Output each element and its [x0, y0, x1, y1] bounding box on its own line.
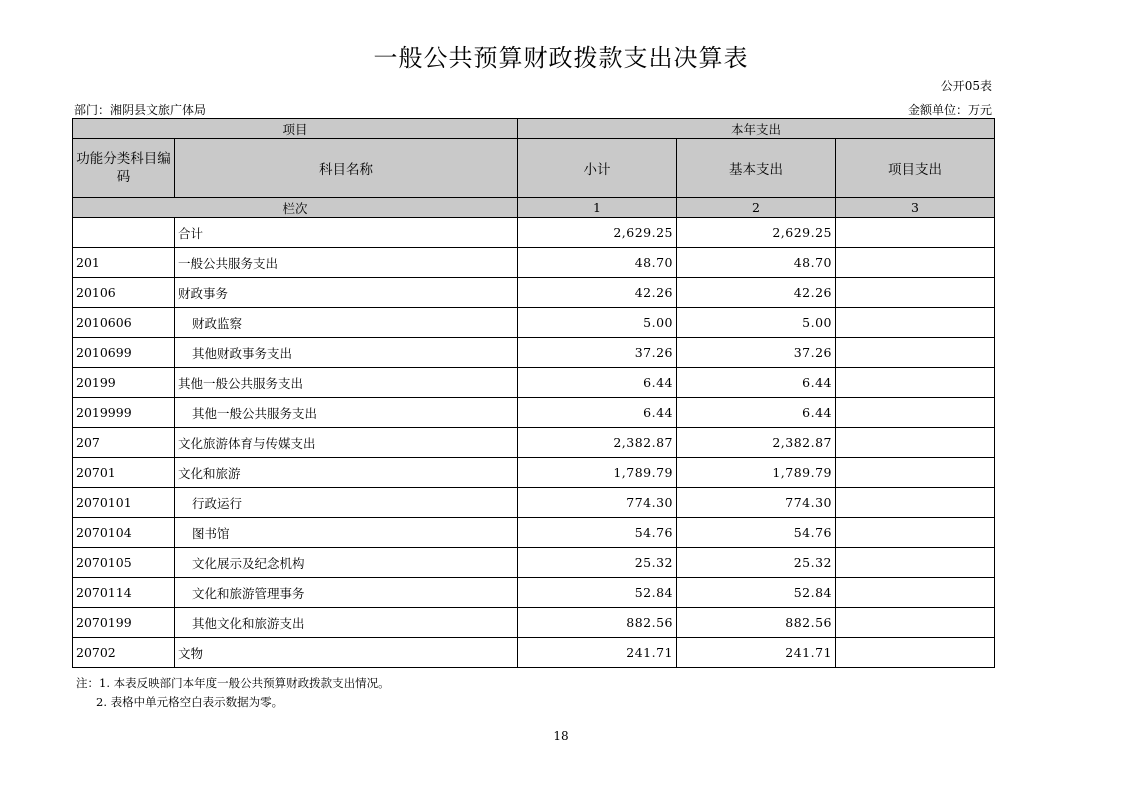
name-cell: 文化和旅游管理事务 — [175, 578, 518, 608]
project-cell — [836, 638, 995, 668]
header-subtotal: 小计 — [518, 139, 677, 198]
table-row — [73, 458, 995, 488]
subtotal-cell: 6.44 — [518, 398, 677, 428]
project-cell — [836, 458, 995, 488]
project-cell — [836, 248, 995, 278]
header-project: 项目支出 — [836, 139, 995, 198]
name-cell: 文化旅游体育与传媒支出 — [175, 428, 518, 458]
project-cell — [836, 338, 995, 368]
project-cell — [836, 518, 995, 548]
name-cell: 财政事务 — [175, 278, 518, 308]
basic-cell: 241.71 — [677, 638, 836, 668]
basic-cell: 774.30 — [677, 488, 836, 518]
project-cell — [836, 308, 995, 338]
basic-cell: 2,629.25 — [677, 218, 836, 248]
table-row — [73, 548, 995, 578]
subtotal-cell: 241.71 — [518, 638, 677, 668]
code-cell: 201 — [73, 248, 175, 278]
basic-cell: 48.70 — [677, 248, 836, 278]
subtotal-cell: 5.00 — [518, 308, 677, 338]
subtotal-cell: 2,382.87 — [518, 428, 677, 458]
code-cell: 20199 — [73, 368, 175, 398]
basic-cell: 37.26 — [677, 338, 836, 368]
subtotal-cell: 1,789.79 — [518, 458, 677, 488]
table-row — [73, 308, 995, 338]
header-current-year: 本年支出 — [518, 119, 995, 139]
header-row-1 — [73, 119, 995, 139]
name-cell: 合计 — [175, 218, 518, 248]
code-cell — [73, 218, 175, 248]
subtotal-cell: 52.84 — [518, 578, 677, 608]
basic-cell: 1,789.79 — [677, 458, 836, 488]
table-row — [73, 518, 995, 548]
note-2: 2. 表格中单元格空白表示数据为零。 — [96, 695, 284, 709]
name-cell: 图书馆 — [175, 518, 518, 548]
basic-cell: 6.44 — [677, 368, 836, 398]
unit-label: 金额单位：万元 — [907, 103, 992, 117]
project-cell — [836, 608, 995, 638]
project-cell — [836, 548, 995, 578]
header-subject-name: 科目名称 — [175, 139, 518, 198]
basic-cell: 2,382.87 — [677, 428, 836, 458]
code-cell: 2010699 — [73, 338, 175, 368]
name-cell: 其他一般公共服务支出 — [175, 398, 518, 428]
header-basic: 基本支出 — [677, 139, 836, 198]
basic-cell: 5.00 — [677, 308, 836, 338]
code-cell: 20701 — [73, 458, 175, 488]
header-row-3 — [73, 198, 995, 218]
notes — [76, 674, 390, 712]
code-cell: 2070101 — [73, 488, 175, 518]
project-cell — [836, 488, 995, 518]
subtotal-cell: 48.70 — [518, 248, 677, 278]
code-cell: 2070105 — [73, 548, 175, 578]
name-cell: 文化展示及纪念机构 — [175, 548, 518, 578]
subtotal-cell: 54.76 — [518, 518, 677, 548]
subtotal-cell: 37.26 — [518, 338, 677, 368]
note-1: 注：1. 本表反映部门本年度一般公共预算财政拨款支出情况。 — [76, 676, 390, 690]
table-row — [73, 428, 995, 458]
header-col-2: 2 — [677, 198, 836, 218]
table-row — [73, 368, 995, 398]
code-cell: 20702 — [73, 638, 175, 668]
table-row — [73, 218, 995, 248]
code-cell: 2070114 — [73, 578, 175, 608]
basic-cell: 54.76 — [677, 518, 836, 548]
header-row-2 — [73, 139, 995, 198]
page-title: 一般公共预算财政拨款支出决算表 — [373, 44, 749, 72]
table-row — [73, 248, 995, 278]
project-cell — [836, 278, 995, 308]
name-cell: 行政运行 — [175, 488, 518, 518]
project-cell — [836, 578, 995, 608]
subtotal-cell: 2,629.25 — [518, 218, 677, 248]
code-cell: 2070199 — [73, 608, 175, 638]
name-cell: 文物 — [175, 638, 518, 668]
name-cell: 其他一般公共服务支出 — [175, 368, 518, 398]
basic-cell: 882.56 — [677, 608, 836, 638]
subtotal-cell: 882.56 — [518, 608, 677, 638]
table-row — [73, 488, 995, 518]
basic-cell: 25.32 — [677, 548, 836, 578]
header-col-3: 3 — [836, 198, 995, 218]
header-func-code: 功能分类科目编码 — [73, 139, 175, 198]
header-item: 项目 — [73, 119, 518, 139]
table-row — [73, 278, 995, 308]
table-row — [73, 398, 995, 428]
department-label: 部门：湘阴县文旅广体局 — [74, 103, 207, 117]
page-number: 18 — [553, 729, 569, 743]
subtotal-cell: 6.44 — [518, 368, 677, 398]
basic-cell: 42.26 — [677, 278, 836, 308]
subtotal-cell: 25.32 — [518, 548, 677, 578]
code-cell: 20106 — [73, 278, 175, 308]
code-cell: 2070104 — [73, 518, 175, 548]
code-cell: 2010606 — [73, 308, 175, 338]
name-cell: 其他财政事务支出 — [175, 338, 518, 368]
table-row — [73, 338, 995, 368]
subtotal-cell: 774.30 — [518, 488, 677, 518]
basic-cell: 6.44 — [677, 398, 836, 428]
code-cell: 2019999 — [73, 398, 175, 428]
table-row — [73, 638, 995, 668]
table-number: 公开05表 — [940, 79, 992, 93]
project-cell — [836, 398, 995, 428]
name-cell: 其他文化和旅游支出 — [175, 608, 518, 638]
project-cell — [836, 218, 995, 248]
table-row — [73, 608, 995, 638]
name-cell: 财政监察 — [175, 308, 518, 338]
project-cell — [836, 428, 995, 458]
code-cell: 207 — [73, 428, 175, 458]
name-cell: 文化和旅游 — [175, 458, 518, 488]
header-column-label: 栏次 — [73, 198, 518, 218]
basic-cell: 52.84 — [677, 578, 836, 608]
project-cell — [836, 368, 995, 398]
header-col-1: 1 — [518, 198, 677, 218]
subtotal-cell: 42.26 — [518, 278, 677, 308]
table-row — [73, 578, 995, 608]
name-cell: 一般公共服务支出 — [175, 248, 518, 278]
expenditure-table — [72, 118, 995, 668]
